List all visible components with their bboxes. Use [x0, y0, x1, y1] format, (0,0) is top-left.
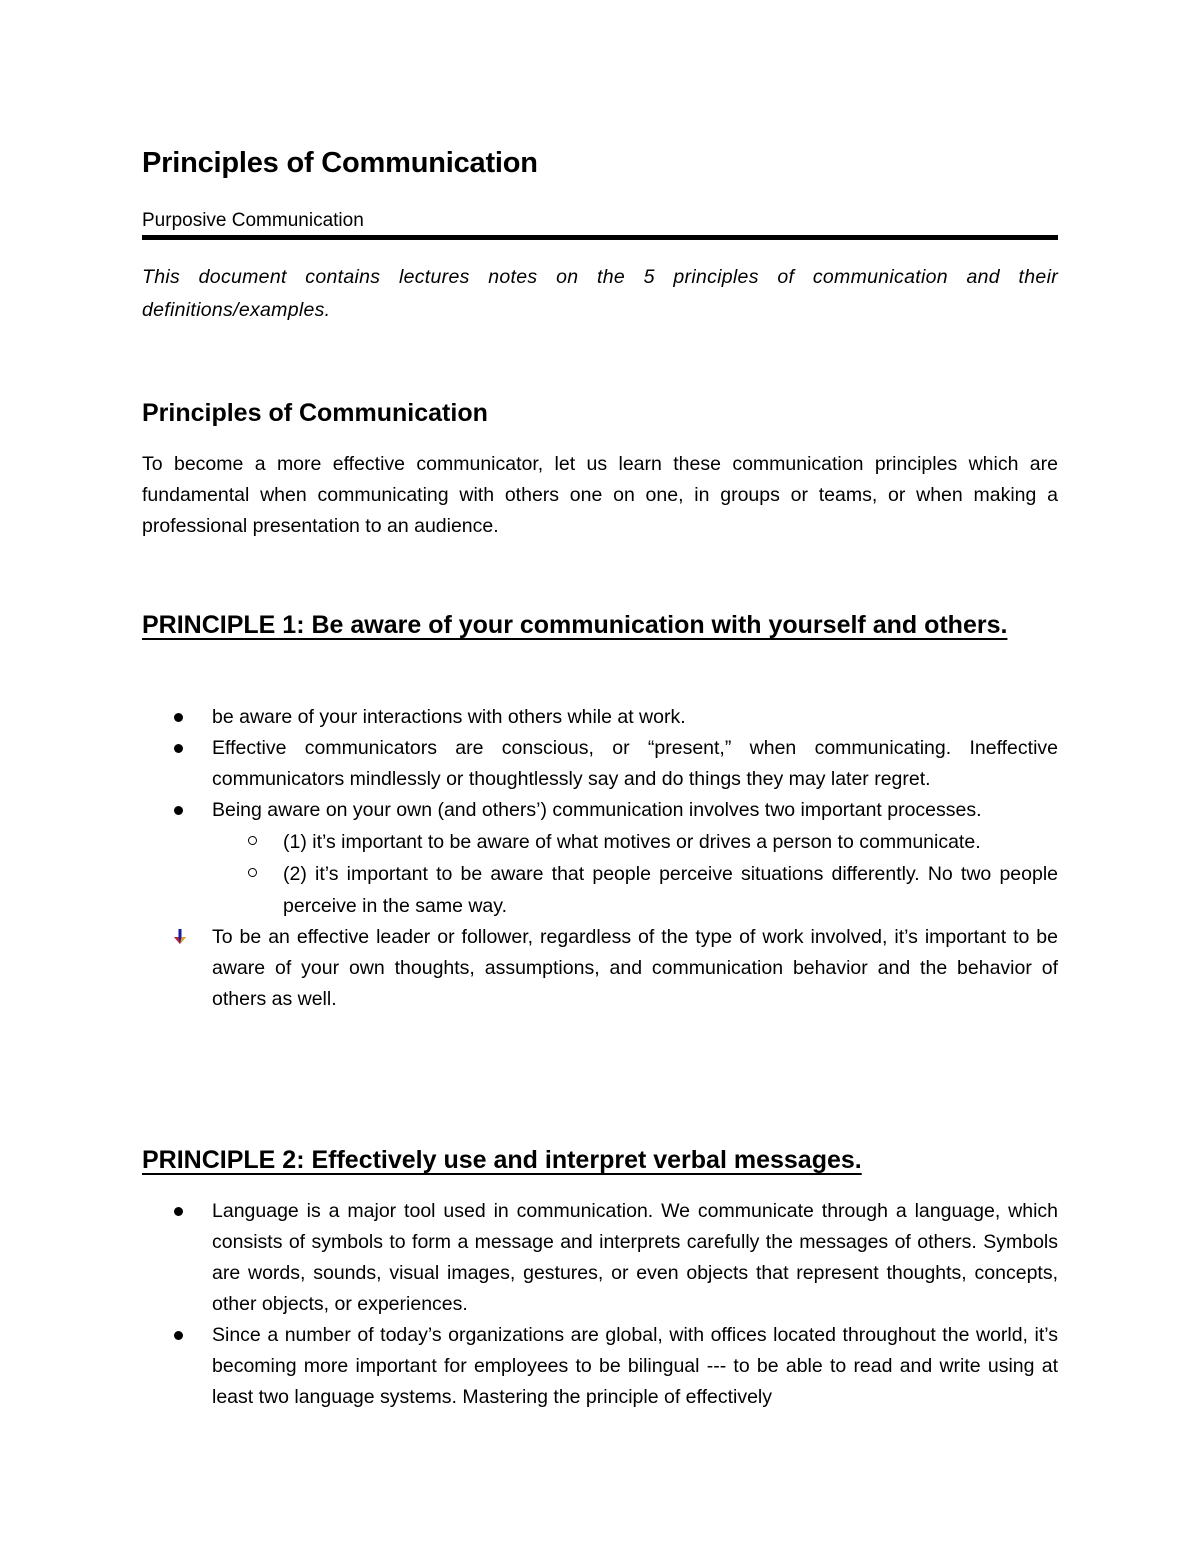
list-item	[142, 1196, 1058, 1320]
list-item-text: Being aware on your own (and others’) communication involves two important processes.	[212, 799, 982, 821]
principle-1-heading: PRINCIPLE 1: Be aware of your communication with yourself and others.	[142, 611, 1008, 639]
sub-list-item	[212, 858, 1058, 922]
bullet-icon	[174, 713, 183, 722]
bullet-icon	[174, 1331, 183, 1340]
sub-list-item-text: (2) it’s important to be aware that people perceive situations differently. No two people perceive in the same way.	[283, 863, 1058, 917]
list-item-text: Since a number of today’s organizations are global, with offices located throughout the world, it’s becoming more important for employees to be bilingual --- to be able to read and write using at least two language systems. Mastering the principle of effectively	[212, 1324, 1058, 1408]
list-item-text: Language is a major tool used in communication. We communicate through a language, which consists of symbols to form a message and interprets carefully the messages of others. Symbols are words, sounds, visual images, gestures, or even objects that represent thoughts, concepts, other objects, or experiences.	[212, 1200, 1058, 1315]
circle-bullet-icon	[248, 836, 257, 845]
list-item	[142, 922, 1058, 1015]
list-item-text: be aware of your interactions with others while at work.	[212, 706, 686, 728]
list-item	[142, 733, 1058, 795]
circle-bullet-icon	[248, 868, 257, 877]
sub-bullet-list	[212, 826, 1058, 922]
bullet-icon	[174, 1207, 183, 1216]
arrow-down-bullet-icon	[173, 928, 187, 946]
bullet-icon	[174, 744, 183, 753]
principle-2-heading: PRINCIPLE 2: Effectively use and interpret verbal messages.	[142, 1146, 862, 1174]
list-item	[142, 1320, 1058, 1413]
document-intro: This document contains lectures notes on the 5 principles of communication and their definitions/examples.	[142, 266, 1058, 321]
title-divider	[142, 235, 1058, 240]
principle-1-bullet-list	[142, 702, 1058, 1015]
document-title: Principles of Communication	[142, 147, 538, 179]
section-heading: Principles of Communication	[142, 399, 488, 427]
list-item	[142, 795, 1058, 922]
document-subtitle: Purposive Communication	[142, 210, 364, 231]
list-item-text: To be an effective leader or follower, regardless of the type of work involved, it’s important to be aware of your own thoughts, assumptions, and communication behavior and the behavior of others as well.	[212, 926, 1058, 1010]
sub-list-item-text: (1) it’s important to be aware of what motives or drives a person to communicate.	[283, 831, 981, 853]
list-item-text: Effective communicators are conscious, or “present,” when communicating. Ineffective communicators mindlessly or thoughtlessly say and do things they may later regret.	[212, 737, 1058, 790]
section-paragraph: To become a more effective communicator, let us learn these communication principles which are fundamental when communicating with others one on one, in groups or teams, or when making a professional presentation to an audience.	[142, 453, 1058, 537]
sub-list-item	[212, 826, 1058, 858]
principle-2-bullet-list	[142, 1196, 1058, 1413]
bullet-icon	[174, 806, 183, 815]
list-item	[142, 702, 1058, 733]
